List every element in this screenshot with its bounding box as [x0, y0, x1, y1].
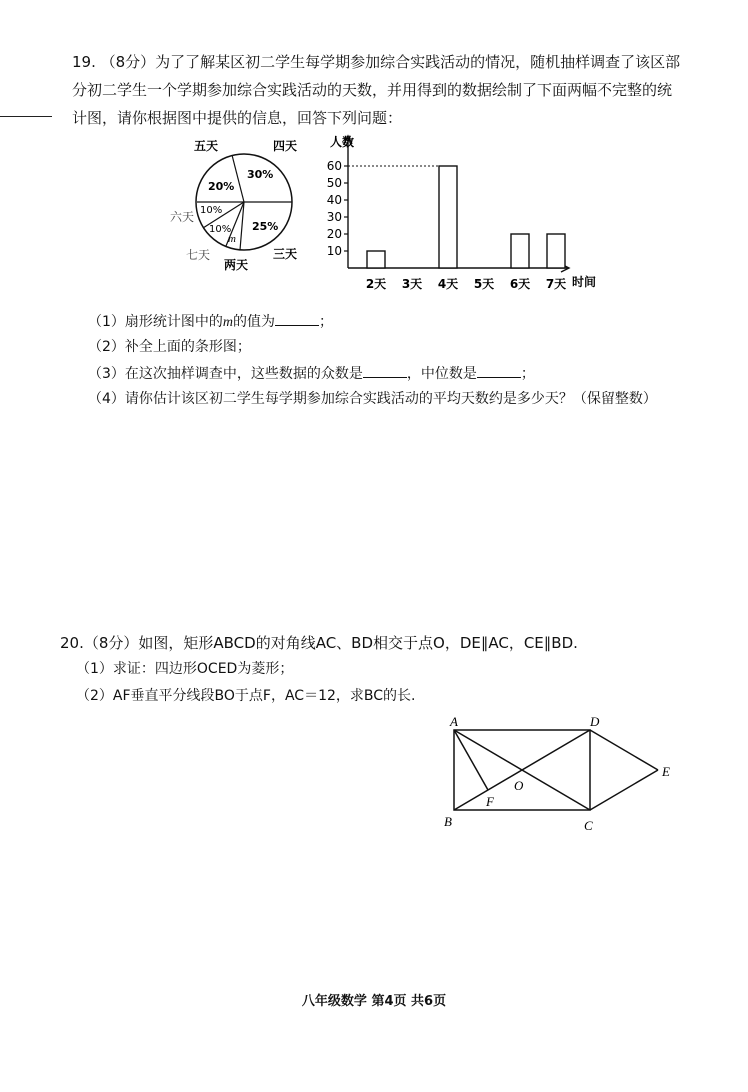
bar-chart-bars — [367, 166, 565, 268]
bar-7天 — [547, 234, 565, 268]
pie-label-three: 三天 — [273, 247, 298, 261]
point-d-label: D — [590, 714, 600, 729]
q19-answer-blank-mode[interactable] — [363, 363, 407, 378]
bar-chart-x-ticks — [366, 276, 566, 291]
bar-chart-y-label: 人数 — [330, 135, 355, 149]
y-tick-label: 20 — [326, 227, 342, 241]
q19-sub-3-mid: ，中位数是 — [406, 366, 477, 382]
x-tick-label: 4天 — [437, 277, 459, 291]
pie-pct-three: 25% — [252, 220, 279, 233]
pie-label-two: 两天 — [224, 258, 249, 272]
bar-chart-y-ticks — [327, 159, 348, 258]
q20-line-1: 20.（8分）如图，矩形ABCD的对角线AC、BD相交于点O，DE∥AC，CE∥BD. — [60, 634, 578, 652]
x-tick-label: 3天 — [401, 277, 423, 291]
point-a-label: A — [450, 714, 458, 729]
geometry-figure — [440, 710, 680, 838]
point-f-label: F — [486, 794, 494, 809]
pie-m-label: m — [228, 233, 236, 245]
margin-rule — [0, 116, 52, 117]
bar-6天 — [511, 234, 529, 268]
page-footer: 八年级数学 第4页 共6页 — [301, 994, 447, 1009]
pie-pct-five: 20% — [208, 180, 235, 193]
bar-chart — [318, 126, 608, 298]
x-tick-label: 7天 — [545, 277, 567, 291]
y-tick-label: 40 — [326, 193, 342, 207]
x-tick-label: 2天 — [365, 277, 387, 291]
q20-sub-1: （1）求证：四边形OCED为菱形； — [76, 661, 294, 677]
point-c-label: C — [584, 818, 593, 833]
bar-2天 — [367, 251, 385, 268]
x-tick-label: 6天 — [509, 277, 531, 291]
q19-line-1: 19. （8分）为了了解某区初二学生每学期参加综合实践活动的情况，随机抽样调查了该区部 — [72, 53, 681, 71]
segment-af — [454, 730, 488, 790]
point-e-label: E — [662, 764, 670, 779]
pie-label-four: 四天 — [273, 139, 298, 153]
q19-sub-3-prefix: （3）在这次抽样调查中，这些数据的众数是 — [88, 366, 363, 382]
segment-ce — [590, 770, 658, 810]
q19-sub-1-post: 的值为 — [233, 314, 276, 330]
bar-4天 — [439, 166, 457, 268]
y-tick-label: 60 — [326, 159, 342, 173]
pie-label-six: 六天 — [170, 210, 195, 224]
pie-label-five: 五天 — [194, 139, 219, 153]
q19-answer-blank-median[interactable] — [477, 363, 521, 378]
pie-pct-seven: 10% — [209, 224, 232, 235]
y-tick-label: 10 — [326, 244, 342, 258]
q19-line-3: 计图，请你根据图中提供的信息，回答下列问题： — [72, 109, 403, 127]
y-tick-label: 50 — [326, 176, 342, 190]
q19-sub-1-var: m — [222, 315, 234, 330]
q19-answer-blank-1[interactable] — [275, 311, 319, 326]
x-tick-label: 5天 — [473, 277, 495, 291]
q19-sub-4: （4）请你估计该区初二学生每学期参加综合实践活动的平均天数约是多少天？（保留整数） — [88, 391, 657, 407]
pie-pct-six: 10% — [200, 205, 223, 216]
q19-line-2: 分初二学生一个学期参加综合实践活动的天数，并用得到的数据绘制了下面两幅不完整的统 — [72, 81, 673, 99]
q19-sub-3 — [88, 363, 535, 384]
bar-chart-x-label: 时间 — [572, 275, 597, 289]
q19-sub-2: （2）补全上面的条形图； — [88, 339, 251, 355]
pie-chart — [160, 128, 310, 276]
q19-sub-1 — [88, 311, 333, 333]
q19-sub-1-prefix: （1）扇形统计图中的 — [88, 314, 223, 330]
pie-pct-four: 30% — [247, 168, 274, 181]
q20-sub-2: （2）AF垂直平分线段BO于点F，AC＝12，求BC的长. — [76, 688, 416, 704]
y-tick-label: 30 — [326, 210, 342, 224]
point-b-label: B — [444, 814, 452, 829]
q19-sub-1-end: ； — [319, 314, 334, 330]
segment-de — [590, 730, 658, 770]
pie-label-seven: 七天 — [186, 248, 211, 262]
point-o-label: O — [514, 778, 524, 793]
q19-sub-3-end: ； — [520, 366, 535, 382]
